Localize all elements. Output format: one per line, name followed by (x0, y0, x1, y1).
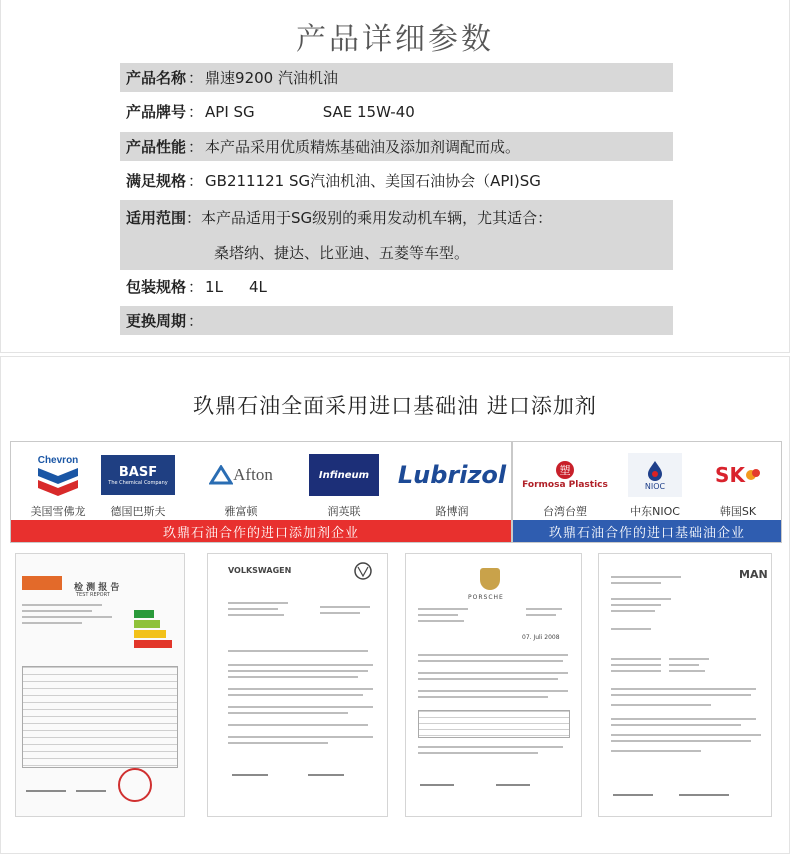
certificate-volkswagen (207, 553, 388, 817)
certificate-test-report (15, 553, 185, 817)
porsche-crest-icon (480, 568, 500, 590)
report-subheading: TEST REPORT (76, 592, 110, 598)
spec-row-period (120, 306, 673, 335)
basf-logo (97, 452, 179, 498)
application-line1 (126, 207, 552, 228)
vw-heading: VOLKSWAGEN (228, 566, 292, 575)
sk-wordmark: SK (715, 463, 745, 487)
red-seal (118, 768, 152, 802)
spec-value: 本产品适用于SG级别的乘用发动机车辆，尤其适合： (201, 209, 553, 227)
formosa-wordmark: Formosa Plastics (522, 480, 608, 490)
spec-colon: ： (186, 209, 202, 227)
partners-headline: 玖鼎石油全面采用进口基础油 进口添加剂 (193, 394, 597, 418)
nioc-logo (625, 452, 685, 498)
spec-colon: ： (188, 172, 204, 190)
svg-text:塑: 塑 (559, 464, 571, 477)
infineum-wordmark: Infineum (309, 454, 379, 496)
spec-row-name (120, 63, 673, 92)
lubrizol-logo (399, 452, 505, 498)
report-logo (22, 576, 62, 590)
report-table (22, 666, 178, 768)
spec-value: GB211121 SG汽油机油、美国石油协会（API)SG (205, 172, 541, 190)
sk-logo (703, 452, 773, 498)
base-oil-partners-band: 玖鼎石油合作的进口基础油企业 (513, 520, 781, 542)
caption-lubrizol: 路博润 (435, 505, 469, 518)
porsche-date: 07. Juli 2008 (522, 634, 560, 641)
spec-label: 产品名称 (126, 69, 187, 87)
chevron-logo (23, 452, 93, 498)
spec-colon: ： (188, 138, 204, 156)
caption-sk: 韩国SK (719, 505, 757, 518)
spec-value: 本产品采用优质精炼基础油及添加剂调配而成。 (205, 138, 521, 156)
report-heading: 检 测 报 告 (74, 583, 120, 593)
spec-label: 更换周期 (126, 312, 187, 330)
formosa-logo (519, 452, 611, 498)
spec-colon: ： (188, 103, 204, 121)
caption-chevron: 美国雪佛龙 (30, 505, 86, 518)
spec-row-standard (120, 166, 673, 195)
lubrizol-wordmark: Lubrizol (397, 461, 507, 489)
afton-logo (191, 452, 291, 498)
sk-butterfly-icon (745, 467, 761, 483)
caption-nioc: 中东NIOC (630, 505, 680, 518)
additive-partners-box (10, 441, 512, 543)
chevron-wordmark: Chevron (37, 455, 79, 466)
caption-basf: 德国巴斯夫 (110, 505, 166, 518)
base-oil-partners-box (512, 441, 782, 543)
spec-value: 鼎速9200 汽油机油 (205, 69, 338, 87)
application-line2: 桑塔纳、捷达、比亚迪、五菱等车型。 (214, 244, 470, 262)
spec-label: 产品性能 (126, 138, 187, 156)
spec-row-package (120, 272, 673, 301)
nioc-wordmark: NIOC (644, 481, 666, 491)
spec-value-secondary: SAE 15W-40 (322, 102, 415, 121)
porsche-table (418, 710, 570, 738)
spec-label: 包装规格 (126, 278, 187, 296)
spec-value: API SG (205, 102, 255, 121)
spec-row-performance (120, 132, 673, 161)
spec-row-application (120, 200, 673, 270)
afton-wordmark: Afton (233, 465, 273, 484)
spec-value: 1L (205, 277, 223, 296)
additive-partners-band: 玖鼎石油合作的进口添加剂企业 (11, 520, 511, 542)
energy-label (134, 610, 174, 658)
basf-tagline: The Chemical Company (108, 479, 168, 486)
spec-label: 满足规格 (126, 172, 187, 190)
vw-emblem-icon (354, 562, 372, 580)
infineum-logo (307, 452, 381, 498)
spec-row-brand (120, 97, 673, 126)
spec-colon: ： (188, 278, 204, 296)
caption-formosa: 台湾台塑 (543, 505, 587, 518)
spec-colon: ： (188, 69, 204, 87)
porsche-heading: PORSCHE (468, 594, 504, 601)
page-title: 产品详细参数 (296, 22, 494, 57)
basf-wordmark: BASF (118, 464, 158, 480)
certificate-porsche (405, 553, 582, 817)
man-heading: MAN (739, 568, 768, 581)
caption-afton: 雅富顿 (224, 505, 258, 518)
spec-colon: ： (188, 312, 204, 330)
spec-label: 产品牌号 (126, 103, 187, 121)
spec-label: 适用范围 (126, 209, 187, 227)
certificate-man (598, 553, 772, 817)
caption-infineum: 润英联 (327, 505, 361, 518)
spec-value-secondary: 4L (248, 277, 267, 296)
